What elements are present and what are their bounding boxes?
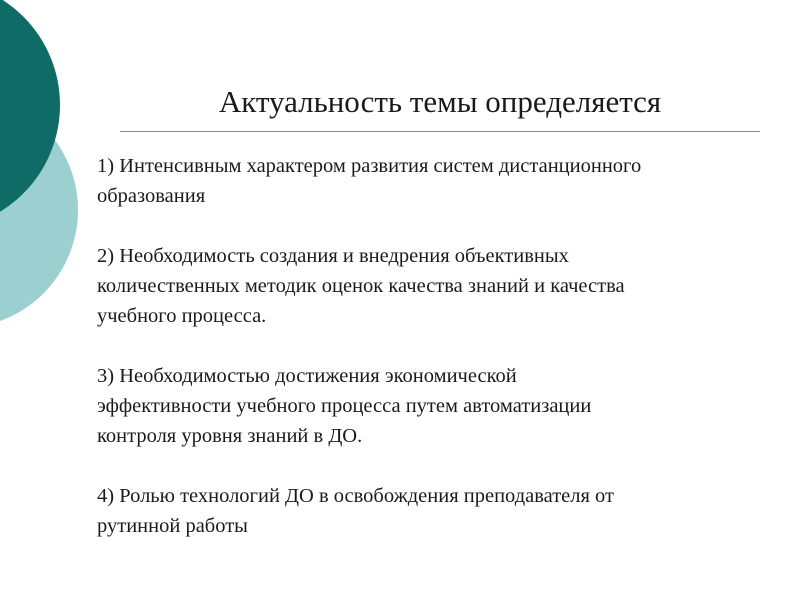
list-item-4-line-1: 4) Ролью технологий ДО в освобождения преподавателя от bbox=[97, 485, 614, 507]
list-item-2-line-1: 2) Необходимость создания и внедрения объективных bbox=[97, 245, 569, 267]
list-item-2 bbox=[97, 241, 797, 331]
list-item-3-line-3: контроля уровня знаний в ДО. bbox=[97, 425, 363, 447]
list-item-1-line-2: образования bbox=[97, 185, 206, 207]
list-item-3-line-2: эффективности учебного процесса путем автоматизации bbox=[97, 395, 592, 417]
title-underline bbox=[120, 131, 760, 132]
list-item-1 bbox=[97, 151, 797, 211]
list-item-4-line-2: рутинной работы bbox=[97, 515, 248, 537]
list-item-2-line-2: количественных методик оценок качества знаний и качества bbox=[97, 275, 625, 297]
list-item-1-line-1: 1) Интенсивным характером развития систем дистанционного bbox=[97, 155, 642, 177]
list-item-3-line-1: 3) Необходимостью достижения экономической bbox=[97, 365, 517, 387]
list-item-2-line-3: учебного процесса. bbox=[97, 305, 267, 327]
slide-title: Актуальность темы определяется bbox=[218, 84, 662, 119]
list-item-4 bbox=[97, 481, 797, 541]
slide-body bbox=[97, 151, 797, 541]
list-item-3 bbox=[97, 361, 797, 451]
